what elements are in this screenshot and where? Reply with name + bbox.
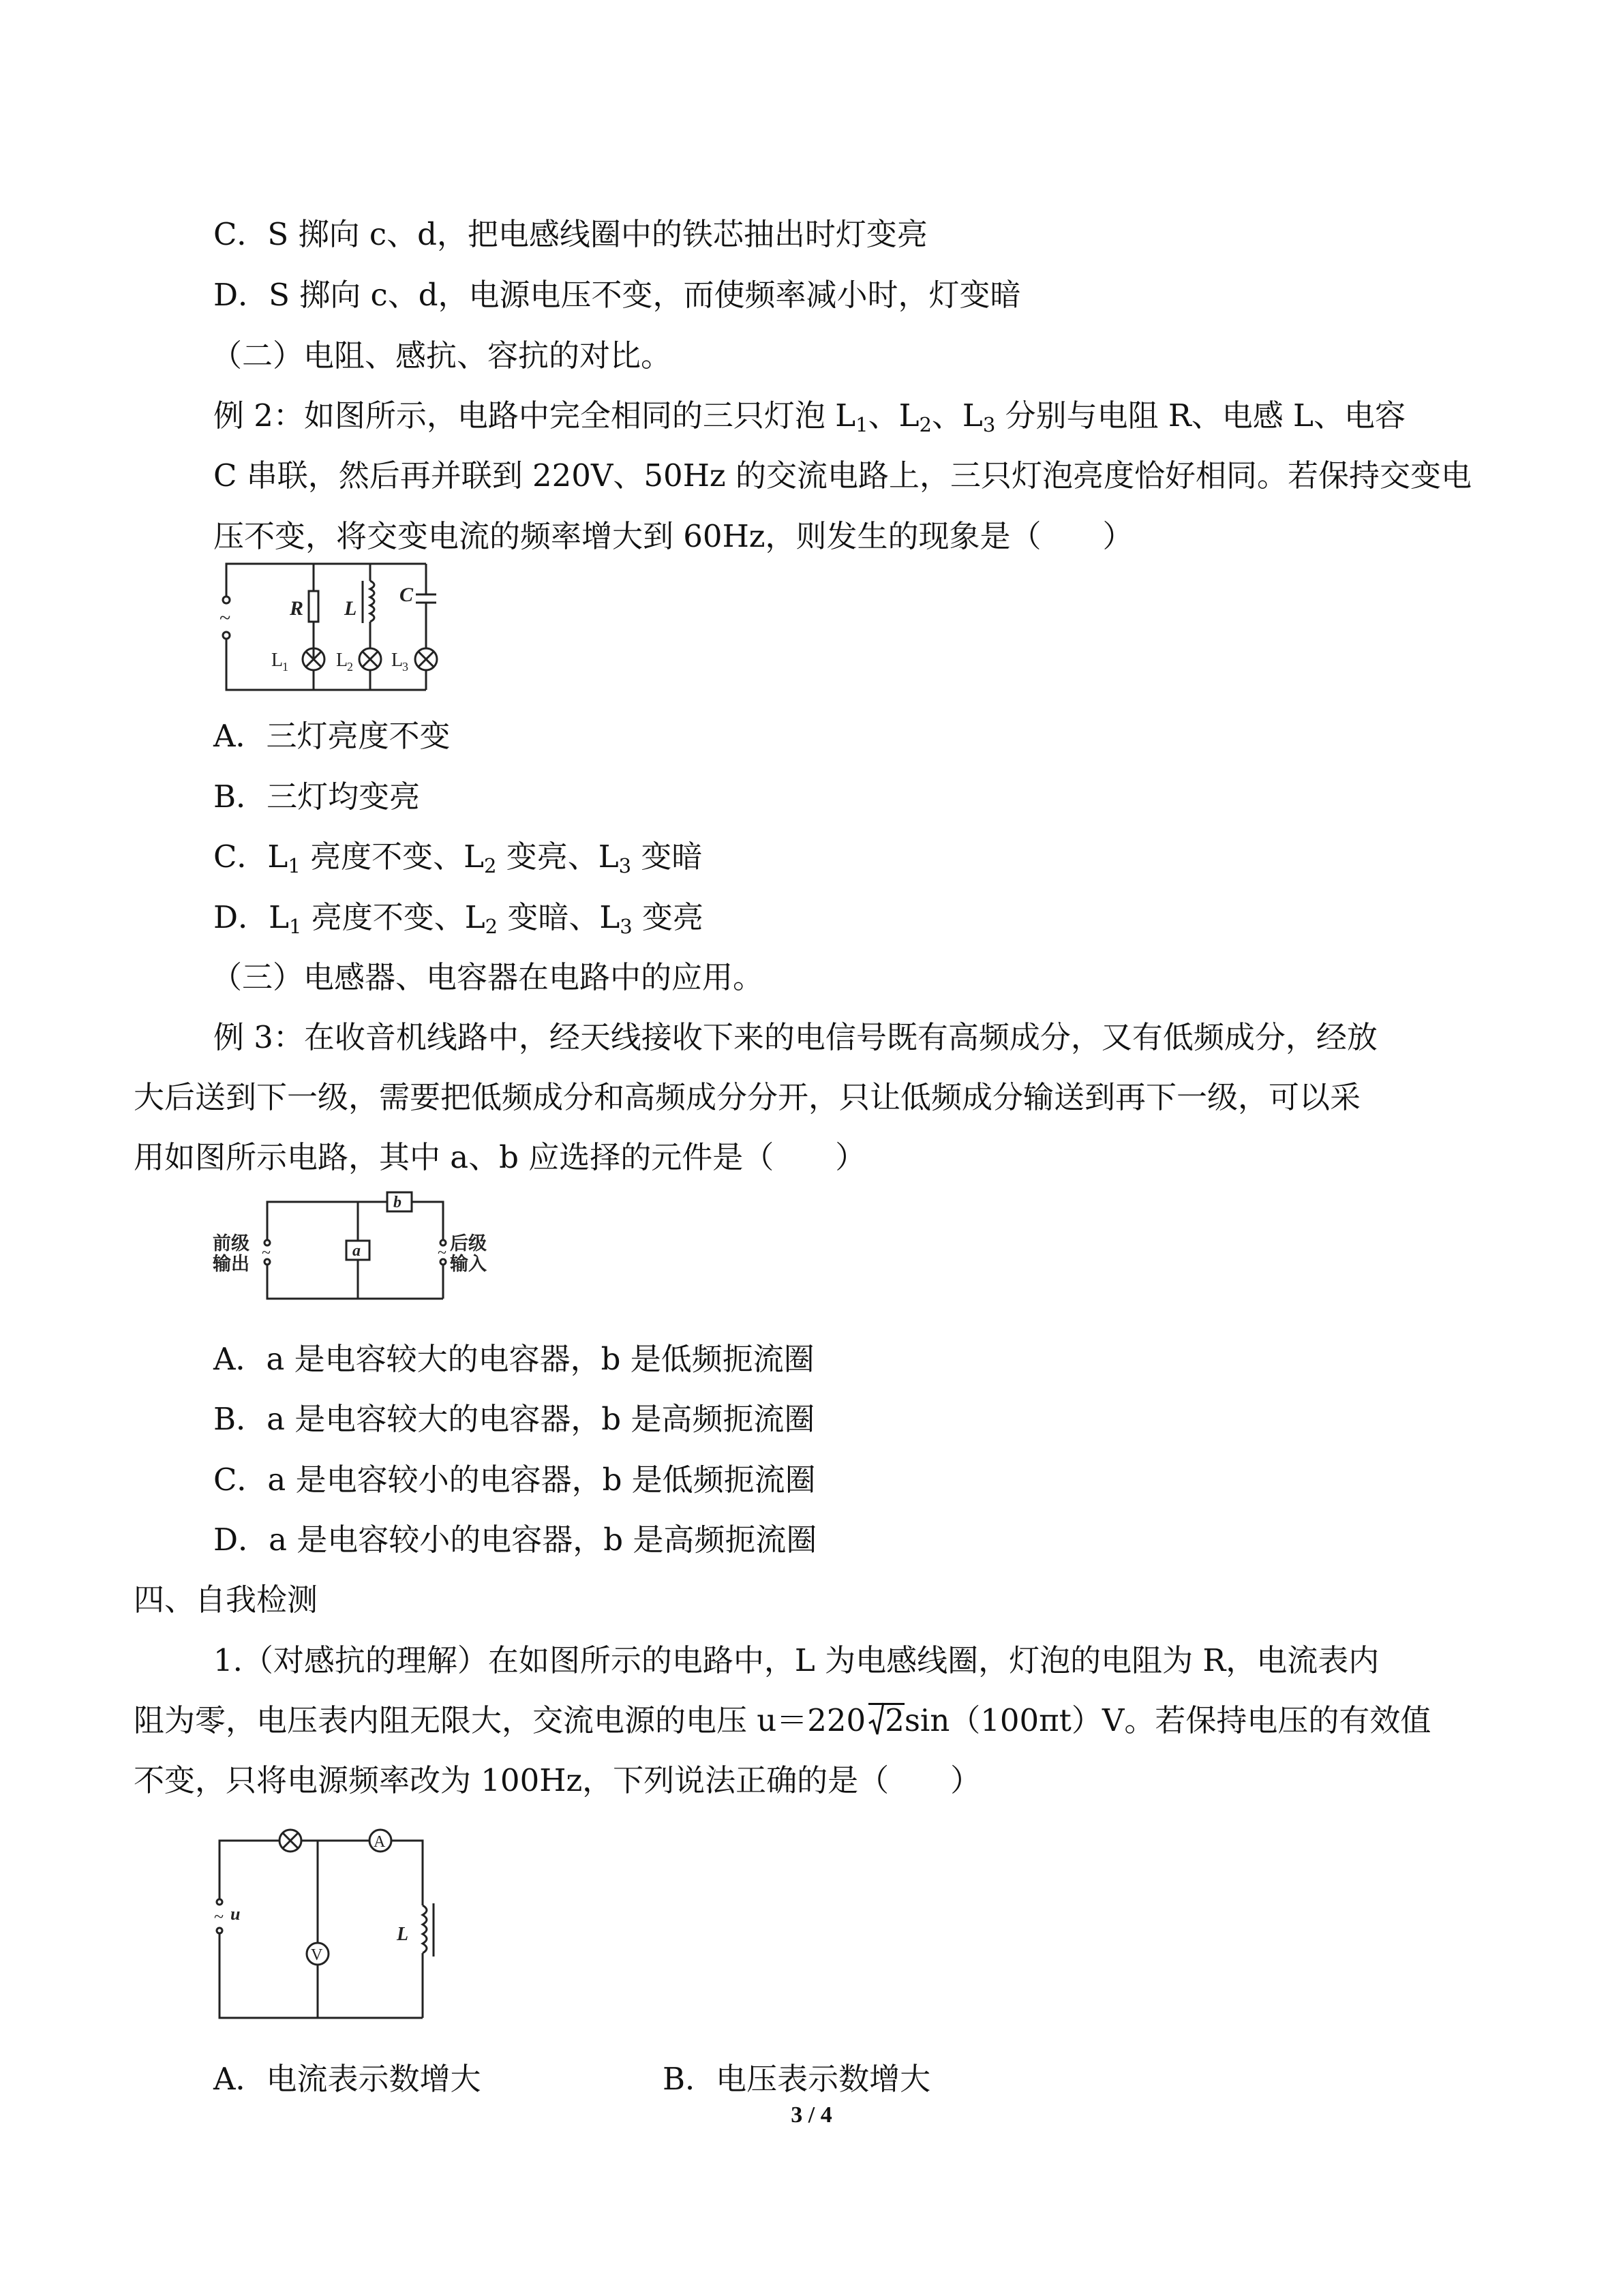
svg-text:~: ~: [219, 607, 231, 629]
option-a: A．电流表示数增大: [213, 2061, 481, 2097]
example-2-line-3: 压不变，将交变电流的频率增大到 60Hz，则发生的现象是（ ）: [213, 518, 1134, 554]
option-a: A．三灯亮度不变: [213, 718, 451, 754]
option-d: D．S 掷向 c、d，电源电压不变，而使频率减小时，灯变暗: [213, 277, 1021, 313]
svg-text:前级: 前级: [213, 1233, 249, 1254]
option-d: D．$L_1$ 亮度不变、$L_2$ 变暗、$L_3$ 变亮: [213, 899, 704, 938]
svg-text:L: L: [397, 1924, 409, 1945]
svg-text:~: ~: [438, 1244, 446, 1262]
example-3-line-1: 例 3：在收音机线路中，经天线接收下来的电信号既有高频成分，又有低频成分，经放: [213, 1019, 1378, 1055]
option-b: B．三灯均变亮: [213, 779, 421, 815]
svg-text:3: 3: [402, 660, 408, 674]
example-3-line-3: 用如图所示电路，其中 a、b 应选择的元件是（ ）: [134, 1139, 866, 1175]
svg-text:L: L: [336, 650, 348, 671]
svg-text:b: b: [393, 1194, 401, 1211]
option-d: D．a 是电容较小的电容器，b 是高频扼流圈: [213, 1522, 817, 1558]
svg-text:V: V: [311, 1946, 323, 1964]
example-2-line-1: 例 2：如图所示，电路中完全相同的三只灯泡 $L_1$、$L_2$、$L_3$ 分别与电阻 R、电感 L、电容: [213, 397, 1406, 436]
section-heading: 四、自我检测: [134, 1582, 318, 1618]
option-b: B．a 是电容较大的电容器，b 是高频扼流圈: [213, 1401, 815, 1437]
circuit-diagram-filter: [211, 1190, 498, 1305]
svg-text:R: R: [290, 597, 304, 620]
square-root: 2: [868, 1703, 905, 1736]
option-b: B．电压表示数增大: [663, 2061, 931, 2097]
section-heading: （三）电感器、电容器在电路中的应用。: [211, 959, 764, 995]
svg-text:A: A: [374, 1833, 386, 1851]
svg-text:2: 2: [347, 660, 353, 674]
circuit-diagram-lamp-meters: [211, 1827, 443, 2031]
option-c: C．a 是电容较小的电容器，b 是低频扼流圈: [213, 1462, 816, 1498]
test-1-line-2: 阻为零，电压表内阻无限大，交流电源的电压 u＝220 2sin（100πt）V。若保持电压的有效值: [134, 1702, 1431, 1738]
example-2-line-2: C 串联，然后再并联到 220V、50Hz 的交流电路上，三只灯泡亮度恰好相同。若保持交变电: [213, 457, 1472, 494]
svg-text:a: a: [352, 1242, 361, 1260]
svg-text:输出: 输出: [213, 1254, 249, 1275]
svg-text:输入: 输入: [450, 1254, 487, 1275]
svg-text:u: u: [230, 1904, 241, 1924]
test-1-line-1: 1.（对感抗的理解）在如图所示的电路中，L 为电感线圈，灯泡的电阻为 R，电流表内: [213, 1642, 1380, 1678]
svg-text:~: ~: [214, 1907, 224, 1927]
page-number: 3 / 4: [791, 2102, 832, 2128]
svg-text:L: L: [391, 650, 404, 671]
svg-text:~: ~: [262, 1244, 271, 1262]
svg-text:L: L: [344, 597, 357, 620]
circuit-diagram-rlc-lamps: [211, 560, 443, 697]
svg-text:C: C: [399, 584, 414, 606]
test-1-line-3: 不变，只将电源频率改为 100Hz，下列说法正确的是（ ）: [134, 1762, 982, 1798]
svg-text:1: 1: [282, 660, 288, 674]
svg-text:后级: 后级: [450, 1233, 487, 1254]
option-c: C．$L_1$ 亮度不变、$L_2$ 变亮、$L_3$ 变暗: [213, 839, 703, 877]
option-a: A．a 是电容较大的电容器，b 是低频扼流圈: [213, 1341, 815, 1377]
option-c: C．S 掷向 c、d，把电感线圈中的铁芯抽出时灯变亮: [213, 216, 928, 252]
section-heading: （二）电阻、感抗、容抗的对比。: [211, 337, 672, 374]
svg-text:L: L: [271, 650, 284, 671]
example-3-line-2: 大后送到下一级，需要把低频成分和高频成分分开，只让低频成分输送到再下一级，可以采: [134, 1079, 1361, 1115]
